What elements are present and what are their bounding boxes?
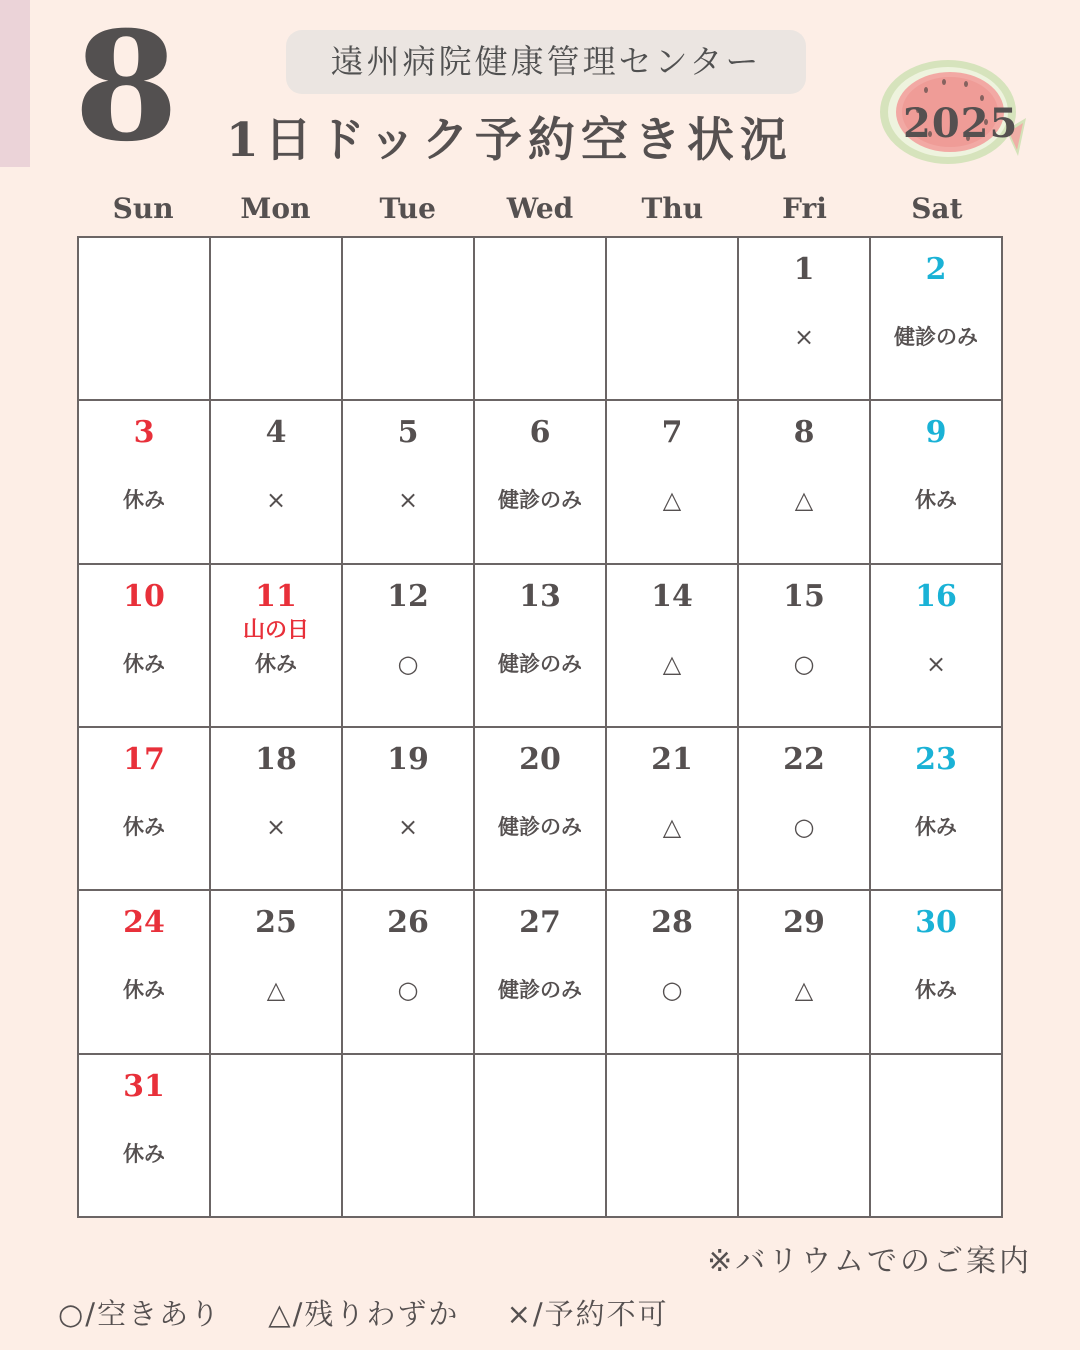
calendar-day-cell bbox=[475, 728, 607, 891]
availability-status: 休み bbox=[123, 978, 165, 1003]
calendar-day-cell bbox=[79, 565, 211, 728]
availability-status: △ bbox=[662, 649, 682, 678]
calendar-day-cell bbox=[343, 565, 475, 728]
weekday-fri: Fri bbox=[782, 192, 827, 225]
page-title: 1日ドック予約空き状況 bbox=[226, 113, 793, 168]
availability-status: 休み bbox=[915, 488, 957, 513]
calendar-empty-cell bbox=[211, 1055, 343, 1218]
day-number: 30 bbox=[915, 905, 957, 941]
availability-status: ○ bbox=[397, 976, 419, 1005]
day-number: 14 bbox=[651, 578, 693, 614]
day-number: 21 bbox=[651, 741, 693, 777]
calendar-day-cell bbox=[871, 238, 1003, 401]
calendar-day-cell bbox=[739, 891, 871, 1054]
availability-status: × bbox=[265, 812, 287, 841]
day-number: 12 bbox=[387, 578, 429, 614]
calendar-day-cell bbox=[343, 728, 475, 891]
day-number: 5 bbox=[397, 415, 419, 451]
availability-status: ○ bbox=[397, 649, 419, 678]
availability-status: × bbox=[397, 812, 419, 841]
barium-note: ※バリウムでのご案内 bbox=[707, 1244, 1032, 1279]
day-number: 3 bbox=[133, 415, 155, 451]
day-number: 9 bbox=[925, 415, 947, 451]
day-number: 20 bbox=[519, 741, 561, 777]
side-accent-bar bbox=[0, 0, 30, 167]
legend-available: ○/空きあり bbox=[58, 1297, 222, 1331]
availability-status: × bbox=[397, 486, 419, 515]
calendar-empty-cell bbox=[475, 238, 607, 401]
day-number: 16 bbox=[915, 578, 957, 614]
calendar-day-cell bbox=[475, 891, 607, 1054]
day-number: 15 bbox=[783, 578, 825, 614]
availability-status: ○ bbox=[793, 812, 815, 841]
day-number: 6 bbox=[529, 415, 551, 451]
calendar-day-cell bbox=[79, 728, 211, 891]
day-number: 17 bbox=[123, 741, 165, 777]
calendar-day-cell bbox=[871, 728, 1003, 891]
availability-status: 健診のみ bbox=[894, 325, 978, 349]
availability-status: 休み bbox=[123, 488, 165, 513]
day-number: 10 bbox=[123, 578, 165, 614]
availability-status: 休み bbox=[915, 814, 957, 839]
availability-status: △ bbox=[662, 812, 682, 841]
calendar-day-cell bbox=[871, 565, 1003, 728]
calendar-empty-cell bbox=[211, 238, 343, 401]
organization-name: 遠州病院健康管理センター bbox=[286, 30, 806, 94]
calendar-day-cell bbox=[739, 565, 871, 728]
calendar-day-cell bbox=[871, 401, 1003, 564]
availability-status: × bbox=[925, 649, 947, 678]
availability-status: 健診のみ bbox=[498, 814, 582, 839]
calendar-day-cell bbox=[79, 401, 211, 564]
availability-status: 健診のみ bbox=[498, 488, 582, 513]
calendar-day-cell bbox=[343, 891, 475, 1054]
calendar-day-cell bbox=[211, 728, 343, 891]
calendar-empty-cell bbox=[79, 238, 211, 401]
availability-status: △ bbox=[662, 486, 682, 515]
calendar-day-cell bbox=[739, 728, 871, 891]
day-number: 27 bbox=[519, 905, 561, 941]
calendar-empty-cell bbox=[739, 1055, 871, 1218]
availability-status: × bbox=[265, 486, 287, 515]
weekday-sat: Sat bbox=[911, 192, 963, 225]
holiday-name: 山の日 bbox=[242, 616, 309, 643]
day-number: 23 bbox=[915, 741, 957, 777]
calendar-day-cell bbox=[739, 238, 871, 401]
day-number: 7 bbox=[661, 415, 683, 451]
day-number: 18 bbox=[255, 741, 297, 777]
availability-status: 健診のみ bbox=[498, 651, 582, 676]
day-number: 13 bbox=[519, 578, 561, 614]
weekday-wed: Wed bbox=[506, 192, 574, 225]
day-number: 29 bbox=[783, 905, 825, 941]
calendar-empty-cell bbox=[343, 238, 475, 401]
day-number: 8 bbox=[793, 415, 815, 451]
availability-status: × bbox=[793, 323, 815, 351]
day-number: 19 bbox=[387, 741, 429, 777]
availability-status: △ bbox=[794, 486, 814, 515]
availability-status: ○ bbox=[661, 976, 683, 1005]
day-number: 28 bbox=[651, 905, 693, 941]
calendar-day-cell bbox=[607, 565, 739, 728]
weekday-header bbox=[77, 192, 1003, 228]
availability-status: 休み bbox=[123, 651, 165, 676]
day-number: 26 bbox=[387, 905, 429, 941]
weekday-tue: Tue bbox=[379, 192, 436, 225]
weekday-sun: Sun bbox=[112, 192, 174, 225]
calendar-empty-cell bbox=[343, 1055, 475, 1218]
calendar-day-cell bbox=[211, 401, 343, 564]
availability-status: 休み bbox=[123, 1141, 165, 1166]
calendar-empty-cell bbox=[475, 1055, 607, 1218]
day-number: 4 bbox=[265, 415, 287, 451]
day-number: 24 bbox=[123, 905, 165, 941]
calendar-empty-cell bbox=[607, 1055, 739, 1218]
day-number: 31 bbox=[123, 1068, 165, 1104]
calendar-day-cell bbox=[475, 401, 607, 564]
legend bbox=[58, 1292, 705, 1333]
availability-status: 休み bbox=[915, 978, 957, 1003]
day-number: 1 bbox=[793, 252, 815, 287]
calendar-day-cell bbox=[607, 401, 739, 564]
calendar-day-cell bbox=[607, 891, 739, 1054]
calendar-day-cell bbox=[79, 1055, 211, 1218]
legend-unavailable: ×/予約不可 bbox=[506, 1297, 669, 1331]
weekday-thu: Thu bbox=[641, 192, 704, 225]
calendar-day-cell bbox=[739, 401, 871, 564]
calendar-day-cell bbox=[79, 891, 211, 1054]
availability-status: 休み bbox=[123, 814, 165, 839]
calendar-grid bbox=[77, 236, 1003, 1218]
year-label: 2025 bbox=[903, 100, 1019, 147]
day-number: 2 bbox=[925, 252, 947, 287]
day-number: 25 bbox=[255, 905, 297, 941]
calendar-day-cell bbox=[475, 565, 607, 728]
availability-status: △ bbox=[794, 976, 814, 1005]
calendar-empty-cell bbox=[871, 1055, 1003, 1218]
availability-status: 休み bbox=[255, 651, 297, 676]
calendar-day-cell bbox=[343, 401, 475, 564]
weekday-mon: Mon bbox=[240, 192, 311, 225]
day-number: 22 bbox=[783, 741, 825, 777]
calendar-empty-cell bbox=[607, 238, 739, 401]
month-number: 8 bbox=[74, 0, 179, 175]
calendar-day-cell bbox=[607, 728, 739, 891]
calendar-day-cell bbox=[871, 891, 1003, 1054]
legend-few-left: △/残りわずか bbox=[268, 1297, 460, 1331]
availability-status: △ bbox=[266, 976, 286, 1005]
calendar-day-cell bbox=[211, 891, 343, 1054]
day-number: 11 bbox=[255, 578, 297, 614]
calendar-day-cell bbox=[211, 565, 343, 728]
availability-status: ○ bbox=[793, 649, 815, 678]
availability-status: 健診のみ bbox=[498, 978, 582, 1003]
